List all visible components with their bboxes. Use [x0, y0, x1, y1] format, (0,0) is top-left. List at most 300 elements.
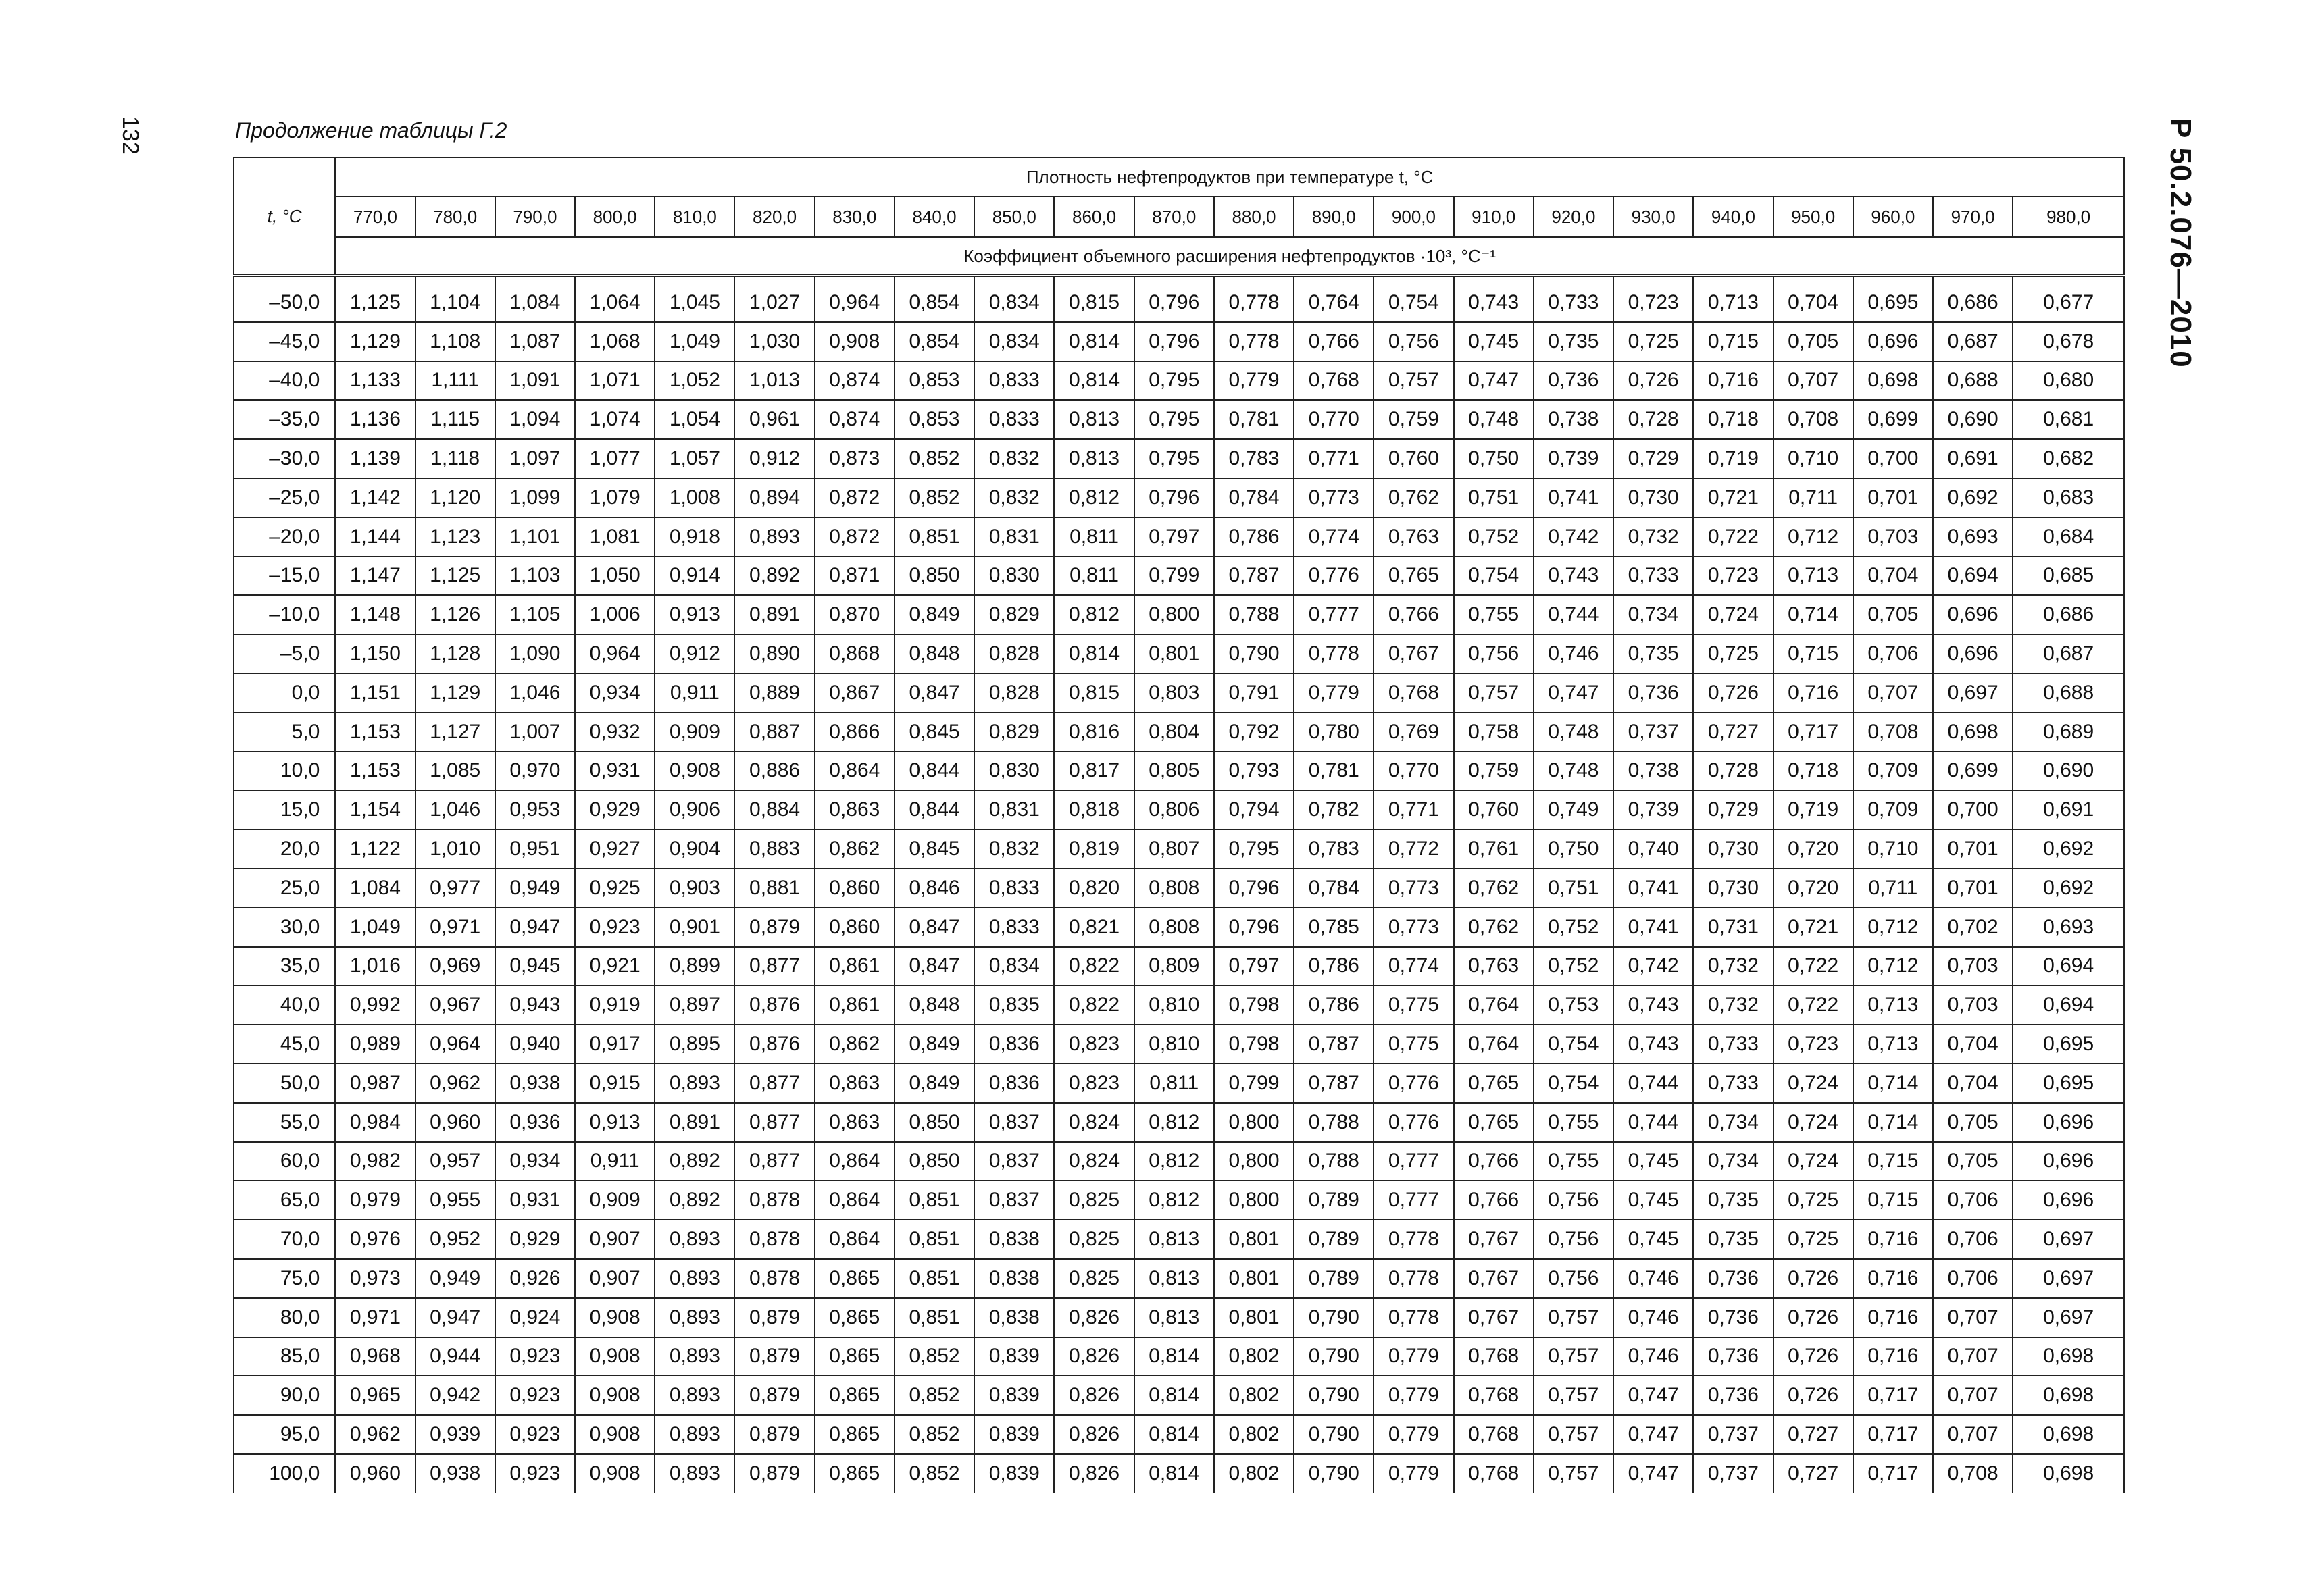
coefficient-cell: 1,133 [335, 361, 415, 401]
coefficient-cell: 0,781 [1294, 752, 1374, 791]
table-row [234, 1415, 2124, 1454]
coefficient-cell: 0,878 [734, 1220, 814, 1259]
coefficient-cell: 0,784 [1214, 478, 1294, 517]
coefficient-cell: 0,893 [655, 1337, 734, 1376]
coefficient-cell: 1,046 [495, 673, 575, 713]
temperature-cell: –20,0 [234, 517, 335, 557]
coefficient-cell: 0,716 [1853, 1220, 1933, 1259]
coefficient-cell: 0,863 [815, 1103, 895, 1142]
coefficient-cell: 1,006 [575, 595, 655, 634]
coefficient-cell: 0,912 [655, 634, 734, 673]
coefficient-cell: 1,057 [655, 439, 734, 478]
coefficient-cell: 1,046 [416, 790, 495, 829]
coefficient-cell: 0,787 [1214, 557, 1294, 596]
coefficient-cell: 0,723 [1693, 557, 1773, 596]
table-row [234, 557, 2124, 596]
coefficient-cell: 0,837 [974, 1142, 1054, 1181]
coefficient-cell: 0,915 [575, 1064, 655, 1103]
coefficient-cell: 0,814 [1054, 634, 1134, 673]
coefficient-cell: 0,787 [1294, 1064, 1374, 1103]
coefficient-cell: 1,108 [416, 322, 495, 361]
coefficient-cell: 0,924 [495, 1298, 575, 1337]
coefficient-cell: 0,872 [815, 478, 895, 517]
coefficient-cell: 0,698 [1853, 361, 1933, 401]
coefficient-cell: 0,698 [1933, 713, 2013, 752]
density-header-cell: 890,0 [1294, 197, 1374, 237]
coefficient-cell: 1,126 [416, 595, 495, 634]
coefficient-cell: 0,891 [655, 1103, 734, 1142]
coefficient-cell: 0,894 [734, 478, 814, 517]
coefficient-cell: 0,962 [335, 1415, 415, 1454]
coefficient-cell: 0,697 [1933, 673, 2013, 713]
coefficient-cell: 0,736 [1693, 1337, 1773, 1376]
coefficient-cell: 0,831 [974, 790, 1054, 829]
coefficient-cell: 0,714 [1853, 1064, 1933, 1103]
coefficient-cell: 0,889 [734, 673, 814, 713]
coefficient-cell: 0,750 [1534, 829, 1613, 869]
coefficient-cell: 0,849 [895, 595, 974, 634]
coefficient-cell: 0,765 [1374, 557, 1453, 596]
table-row [234, 1337, 2124, 1376]
coefficient-cell: 0,732 [1693, 985, 1773, 1025]
coefficient-cell: 1,120 [416, 478, 495, 517]
density-header-cell: 770,0 [335, 197, 415, 237]
coefficient-cell: 0,681 [2013, 400, 2124, 439]
coefficient-cell: 0,743 [1613, 985, 1693, 1025]
coefficient-cell: 0,801 [1214, 1298, 1294, 1337]
temperature-cell: 5,0 [234, 713, 335, 752]
coefficient-cell: 0,719 [1774, 790, 1853, 829]
coefficient-cell: 0,931 [495, 1181, 575, 1220]
coefficient-cell: 0,779 [1374, 1415, 1453, 1454]
coefficient-cell: 0,708 [1774, 400, 1853, 439]
coefficient-cell: 0,921 [575, 947, 655, 986]
coefficient-cell: 0,696 [1933, 634, 2013, 673]
coefficient-cell: 0,906 [655, 790, 734, 829]
coefficient-cell: 0,722 [1774, 947, 1853, 986]
table-row [234, 439, 2124, 478]
coefficient-cell: 1,008 [655, 478, 734, 517]
coefficient-cell: 1,125 [335, 276, 415, 322]
coefficient-cell: 0,938 [416, 1454, 495, 1493]
coefficient-cell: 0,838 [974, 1298, 1054, 1337]
coefficient-cell: 0,821 [1054, 908, 1134, 947]
coefficient-cell: 0,874 [815, 361, 895, 401]
coefficient-cell: 0,908 [815, 322, 895, 361]
coefficient-cell: 0,759 [1374, 400, 1453, 439]
coefficient-cell: 0,705 [1933, 1142, 2013, 1181]
coefficient-cell: 0,863 [815, 790, 895, 829]
coefficient-cell: 0,860 [815, 869, 895, 908]
coefficient-cell: 0,879 [734, 1454, 814, 1493]
coefficient-cell: 0,929 [495, 1220, 575, 1259]
coefficient-cell: 0,824 [1054, 1142, 1134, 1181]
coefficient-cell: 0,908 [655, 752, 734, 791]
coefficient-cell: 0,735 [1693, 1220, 1773, 1259]
coefficient-cell: 0,752 [1534, 908, 1613, 947]
coefficient-cell: 0,865 [815, 1454, 895, 1493]
coefficient-cell: 0,765 [1454, 1103, 1534, 1142]
coefficient-cell: 0,913 [575, 1103, 655, 1142]
coefficient-cell: 0,708 [1933, 1454, 2013, 1493]
temperature-cell: 90,0 [234, 1376, 335, 1415]
coefficient-cell: 0,733 [1534, 276, 1613, 322]
coefficient-cell: 0,866 [815, 713, 895, 752]
coefficient-cell: 0,695 [1853, 276, 1933, 322]
coefficient-cell: 1,142 [335, 478, 415, 517]
coefficient-cell: 1,150 [335, 634, 415, 673]
coefficient-cell: 0,912 [734, 439, 814, 478]
coefficient-cell: 0,696 [1933, 595, 2013, 634]
temperature-cell: 75,0 [234, 1259, 335, 1298]
coefficient-cell: 0,718 [1774, 752, 1853, 791]
coefficient-cell: 0,713 [1853, 985, 1933, 1025]
coefficient-cell: 0,833 [974, 869, 1054, 908]
coefficient-cell: 0,851 [895, 1259, 974, 1298]
coefficient-cell: 0,973 [335, 1259, 415, 1298]
coefficient-cell: 0,911 [655, 673, 734, 713]
coefficient-cell: 0,892 [655, 1142, 734, 1181]
coefficient-cell: 0,768 [1454, 1454, 1534, 1493]
coefficient-cell: 0,893 [655, 1259, 734, 1298]
coefficient-cell: 0,908 [575, 1454, 655, 1493]
coefficient-cell: 0,969 [416, 947, 495, 986]
coefficient-cell: 0,683 [2013, 478, 2124, 517]
coefficient-cell: 0,737 [1693, 1415, 1773, 1454]
coefficient-cell: 0,742 [1613, 947, 1693, 986]
coefficient-cell: 0,729 [1613, 439, 1693, 478]
coefficient-cell: 0,831 [974, 517, 1054, 557]
coefficient-cell: 1,118 [416, 439, 495, 478]
coefficient-cell: 1,071 [575, 361, 655, 401]
coefficient-cell: 0,812 [1054, 595, 1134, 634]
coefficient-cell: 0,714 [1853, 1103, 1933, 1142]
temperature-cell: –30,0 [234, 439, 335, 478]
coefficient-cell: 0,725 [1774, 1220, 1853, 1259]
coefficient-cell: 0,713 [1774, 557, 1853, 596]
coefficient-cell: 0,814 [1134, 1454, 1214, 1493]
density-header-cell: 980,0 [2013, 197, 2124, 237]
coefficient-cell: 0,802 [1214, 1415, 1294, 1454]
coefficient-cell: 0,810 [1134, 985, 1214, 1025]
coefficient-cell: 0,756 [1534, 1220, 1613, 1259]
coefficient-cell: 0,744 [1613, 1103, 1693, 1142]
coefficient-cell: 0,909 [575, 1181, 655, 1220]
coefficient-cell: 0,864 [815, 1142, 895, 1181]
coefficient-cell: 1,115 [416, 400, 495, 439]
coefficient-cell: 0,774 [1374, 947, 1453, 986]
table-row [234, 634, 2124, 673]
coefficient-cell: 0,742 [1534, 517, 1613, 557]
coefficient-cell: 0,890 [734, 634, 814, 673]
coefficient-cell: 0,705 [1933, 1103, 2013, 1142]
coefficient-cell: 0,825 [1054, 1181, 1134, 1220]
table-row [234, 908, 2124, 947]
coefficient-cell: 0,984 [335, 1103, 415, 1142]
coefficient-cell: 0,759 [1454, 752, 1534, 791]
coefficient-cell: 0,796 [1134, 322, 1214, 361]
coefficient-cell: 0,852 [895, 1376, 974, 1415]
coefficient-cell: 0,834 [974, 947, 1054, 986]
coefficient-cell: 0,976 [335, 1220, 415, 1259]
coefficient-cell: 0,714 [1774, 595, 1853, 634]
table-row [234, 517, 2124, 557]
coefficient-cell: 0,734 [1693, 1142, 1773, 1181]
temperature-cell: 20,0 [234, 829, 335, 869]
coefficient-cell: 0,801 [1214, 1259, 1294, 1298]
table-body [234, 276, 2124, 1493]
coefficient-cell: 0,763 [1374, 517, 1453, 557]
coefficient-cell: 0,748 [1534, 752, 1613, 791]
coefficient-cell: 0,724 [1774, 1064, 1853, 1103]
density-header-cell: 940,0 [1693, 197, 1773, 237]
coefficient-cell: 0,762 [1454, 869, 1534, 908]
coefficient-cell: 0,755 [1454, 595, 1534, 634]
coefficient-cell: 0,777 [1294, 595, 1374, 634]
coefficient-cell: 0,688 [2013, 673, 2124, 713]
coefficient-cell: 0,734 [1693, 1103, 1773, 1142]
coefficient-cell: 0,687 [2013, 634, 2124, 673]
coefficient-cell: 0,811 [1054, 557, 1134, 596]
coefficient-cell: 0,762 [1454, 908, 1534, 947]
coefficient-cell: 0,746 [1613, 1259, 1693, 1298]
coefficient-cell: 1,074 [575, 400, 655, 439]
temperature-cell: 50,0 [234, 1064, 335, 1103]
coefficient-cell: 0,731 [1693, 908, 1773, 947]
coefficient-cell: 0,825 [1054, 1259, 1134, 1298]
coefficient-cell: 0,776 [1294, 557, 1374, 596]
coefficient-cell: 0,728 [1613, 400, 1693, 439]
coefficient-cell: 0,736 [1693, 1259, 1773, 1298]
coefficient-cell: 0,716 [1853, 1259, 1933, 1298]
coefficient-cell: 0,690 [1933, 400, 2013, 439]
coefficient-cell: 0,691 [2013, 790, 2124, 829]
coefficient-cell: 0,854 [895, 276, 974, 322]
coefficient-cell: 0,756 [1534, 1181, 1613, 1220]
coefficient-cell: 0,757 [1534, 1298, 1613, 1337]
coefficient-cell: 1,016 [335, 947, 415, 986]
coefficient-cell: 0,706 [1933, 1220, 2013, 1259]
coefficient-cell: 1,081 [575, 517, 655, 557]
coefficient-cell: 0,798 [1214, 1025, 1294, 1064]
coefficient-cell: 0,713 [1693, 276, 1773, 322]
coefficient-cell: 0,802 [1214, 1376, 1294, 1415]
coefficient-cell: 0,728 [1693, 752, 1773, 791]
coefficient-cell: 0,786 [1294, 947, 1374, 986]
coefficient-cell: 0,797 [1134, 517, 1214, 557]
density-header-cell: 870,0 [1134, 197, 1214, 237]
coefficient-cell: 1,007 [495, 713, 575, 752]
coefficient-cell: 0,796 [1134, 276, 1214, 322]
temperature-cell: –45,0 [234, 322, 335, 361]
coefficient-cell: 0,773 [1374, 908, 1453, 947]
coefficient-cell: 1,084 [495, 276, 575, 322]
coefficient-cell: 0,701 [1853, 478, 1933, 517]
coefficient-cell: 1,027 [734, 276, 814, 322]
coefficient-cell: 0,781 [1214, 400, 1294, 439]
coefficient-cell: 1,129 [416, 673, 495, 713]
coefficient-cell: 0,807 [1134, 829, 1214, 869]
coefficient-cell: 0,745 [1613, 1181, 1693, 1220]
coefficient-cell: 0,852 [895, 1415, 974, 1454]
coefficient-cell: 0,739 [1534, 439, 1613, 478]
coefficient-cell: 0,971 [416, 908, 495, 947]
table-row [234, 1142, 2124, 1181]
coefficient-cell: 0,814 [1054, 361, 1134, 401]
coefficient-cell: 0,877 [734, 1142, 814, 1181]
coefficient-cell: 0,684 [2013, 517, 2124, 557]
coefficient-cell: 0,893 [655, 1415, 734, 1454]
coefficient-cell: 0,741 [1613, 869, 1693, 908]
coefficient-cell: 0,703 [1853, 517, 1933, 557]
coefficient-cell: 0,769 [1374, 713, 1453, 752]
table-row [234, 595, 2124, 634]
coefficient-cell: 0,845 [895, 829, 974, 869]
coefficient-cell: 0,836 [974, 1064, 1054, 1103]
coefficient-cell: 0,697 [2013, 1259, 2124, 1298]
coefficient-cell: 0,977 [416, 869, 495, 908]
coefficient-cell: 0,766 [1454, 1142, 1534, 1181]
coefficient-cell: 0,699 [1933, 752, 2013, 791]
coefficient-cell: 1,147 [335, 557, 415, 596]
coefficient-cell: 0,814 [1054, 322, 1134, 361]
coefficient-cell: 1,052 [655, 361, 734, 401]
coefficient-cell: 0,801 [1134, 634, 1214, 673]
coefficient-cell: 0,970 [495, 752, 575, 791]
coefficient-cell: 0,701 [1933, 829, 2013, 869]
temperature-cell: –35,0 [234, 400, 335, 439]
coefficient-cell: 0,940 [495, 1025, 575, 1064]
coefficient-cell: 0,903 [655, 869, 734, 908]
coefficient-cell: 0,839 [974, 1376, 1054, 1415]
coefficient-cell: 0,756 [1374, 322, 1453, 361]
coefficient-cell: 0,706 [1933, 1259, 2013, 1298]
temperature-cell: 35,0 [234, 947, 335, 986]
coefficient-cell: 0,835 [974, 985, 1054, 1025]
coefficient-cell: 0,716 [1853, 1298, 1933, 1337]
coefficient-cell: 0,865 [815, 1298, 895, 1337]
coefficient-cell: 0,756 [1534, 1259, 1613, 1298]
coefficient-cell: 0,822 [1054, 985, 1134, 1025]
coefficient-cell: 0,849 [895, 1025, 974, 1064]
coefficient-cell: 0,839 [974, 1337, 1054, 1376]
coefficient-cell: 0,721 [1774, 908, 1853, 947]
coefficient-cell: 0,741 [1613, 908, 1693, 947]
coefficient-cell: 0,697 [2013, 1298, 2124, 1337]
coefficient-cell: 0,717 [1774, 713, 1853, 752]
coefficient-cell: 0,779 [1374, 1337, 1453, 1376]
coefficient-cell: 0,790 [1294, 1415, 1374, 1454]
coefficient-cell: 0,873 [815, 439, 895, 478]
coefficient-cell: 0,897 [655, 985, 734, 1025]
coefficient-cell: 0,962 [416, 1064, 495, 1103]
density-header-cell: 840,0 [895, 197, 974, 237]
coefficient-cell: 0,830 [974, 557, 1054, 596]
coefficient-cell: 0,746 [1613, 1298, 1693, 1337]
coefficient-cell: 0,705 [1853, 595, 1933, 634]
coefficient-cell: 0,837 [974, 1103, 1054, 1142]
coefficient-cell: 0,957 [416, 1142, 495, 1181]
coefficient-cell: 0,850 [895, 557, 974, 596]
coefficient-cell: 1,091 [495, 361, 575, 401]
coefficient-cell: 0,854 [895, 322, 974, 361]
temperature-cell: –10,0 [234, 595, 335, 634]
coefficient-cell: 1,103 [495, 557, 575, 596]
density-header-cell: 900,0 [1374, 197, 1453, 237]
coefficient-cell: 0,696 [2013, 1103, 2124, 1142]
coefficient-cell: 0,870 [815, 595, 895, 634]
coefficient-cell: 0,826 [1054, 1454, 1134, 1493]
coefficient-cell: 0,908 [575, 1337, 655, 1376]
coefficient-cell: 0,712 [1774, 517, 1853, 557]
coefficient-cell: 0,778 [1374, 1220, 1453, 1259]
coefficient-cell: 0,754 [1534, 1025, 1613, 1064]
coefficient-cell: 0,790 [1294, 1454, 1374, 1493]
coefficient-cell: 0,813 [1134, 1259, 1214, 1298]
coefficient-cell: 0,751 [1454, 478, 1534, 517]
density-header-cell: 830,0 [815, 197, 895, 237]
coefficient-cell: 0,768 [1454, 1415, 1534, 1454]
coefficient-cell: 0,763 [1454, 947, 1534, 986]
coefficient-cell: 0,716 [1853, 1337, 1933, 1376]
coefficient-cell: 0,766 [1454, 1181, 1534, 1220]
table-row [234, 673, 2124, 713]
coefficient-cell: 0,744 [1534, 595, 1613, 634]
coefficient-cell: 0,863 [815, 1064, 895, 1103]
coefficient-cell: 0,773 [1374, 869, 1453, 908]
coefficient-cell: 1,127 [416, 713, 495, 752]
temperature-header-label: t, °C [267, 205, 302, 226]
coefficient-cell: 0,739 [1613, 790, 1693, 829]
coefficient-cell: 0,754 [1454, 557, 1534, 596]
coefficient-cell: 0,934 [575, 673, 655, 713]
coefficient-cell: 1,077 [575, 439, 655, 478]
coefficient-cell: 0,872 [815, 517, 895, 557]
coefficient-cell: 0,893 [655, 1064, 734, 1103]
coefficient-cell: 0,908 [575, 1415, 655, 1454]
coefficient-cell: 0,757 [1454, 673, 1534, 713]
coefficient-cell: 0,779 [1374, 1376, 1453, 1415]
coefficient-cell: 0,698 [2013, 1376, 2124, 1415]
coefficient-cell: 0,725 [1693, 634, 1773, 673]
coefficient-cell: 0,716 [1774, 673, 1853, 713]
coefficient-cell: 0,750 [1454, 439, 1534, 478]
density-header-cell: 930,0 [1613, 197, 1693, 237]
coefficient-cell: 0,825 [1054, 1220, 1134, 1259]
coefficient-cell: 0,853 [895, 400, 974, 439]
coefficient-cell: 0,819 [1054, 829, 1134, 869]
coefficient-cell: 0,711 [1853, 869, 1933, 908]
coefficient-cell: 0,865 [815, 1376, 895, 1415]
coefficient-cell: 0,818 [1054, 790, 1134, 829]
coefficient-cell: 0,808 [1134, 908, 1214, 947]
table-row [234, 829, 2124, 869]
coefficient-cell: 0,845 [895, 713, 974, 752]
coefficient-cell: 0,832 [974, 478, 1054, 517]
coefficient-cell: 0,971 [335, 1298, 415, 1337]
coefficient-cell: 0,862 [815, 829, 895, 869]
coefficient-cell: 0,696 [1853, 322, 1933, 361]
coefficient-cell: 0,879 [734, 1298, 814, 1337]
coefficient-cell: 0,747 [1534, 673, 1613, 713]
density-header-cell: 910,0 [1454, 197, 1534, 237]
coefficient-cell: 0,737 [1693, 1454, 1773, 1493]
coefficient-cell: 0,713 [1853, 1025, 1933, 1064]
coefficient-cell: 0,805 [1134, 752, 1214, 791]
coefficient-cell: 0,960 [335, 1454, 415, 1493]
coefficient-cell: 0,724 [1693, 595, 1773, 634]
coefficient-cell: 0,724 [1774, 1142, 1853, 1181]
